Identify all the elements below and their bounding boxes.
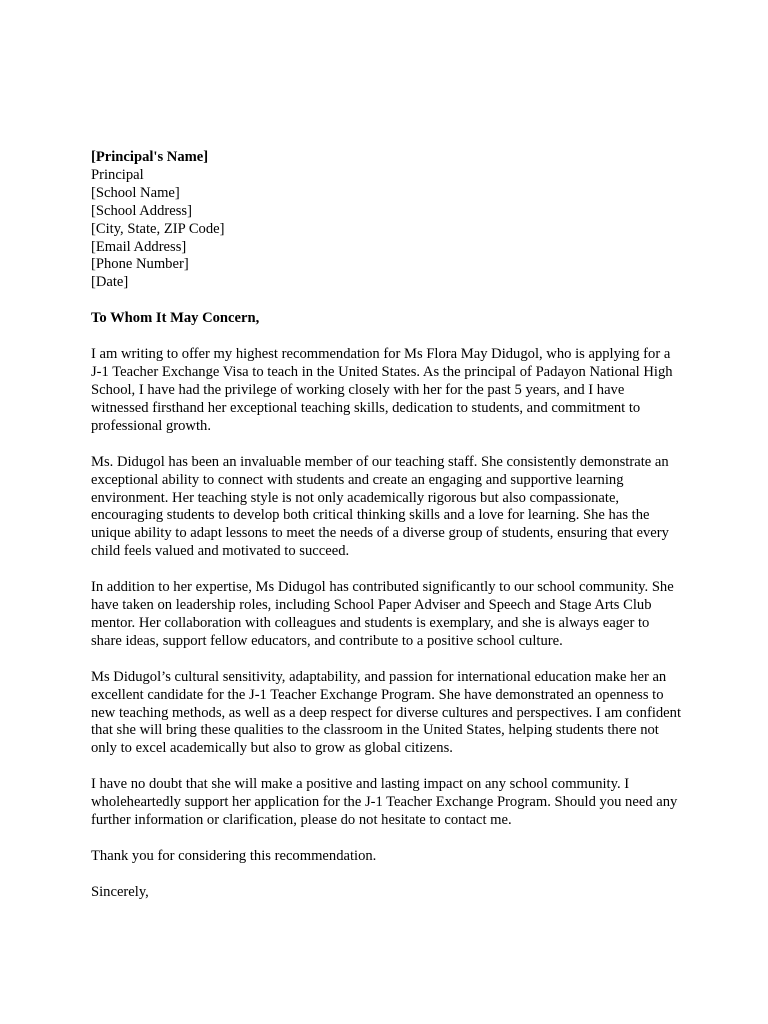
salutation: To Whom It May Concern, (91, 310, 260, 327)
letter-body (91, 149, 681, 920)
paragraph-cultural: Ms Didugol’s cultural sensitivity, adaptability, and passion for international education make her an excellent candidate for the J-1 Teacher Exchange Program. She have demonstrated an openness to new teaching methods, as well as a deep respect for diverse cultures and perspectives. I am confident that she will bring these qualities to the classroom in the United States, helping students there not only to excel academically but also to grow as global citizens. (91, 668, 682, 757)
school-name: [School Name] (91, 184, 180, 201)
principal-title: Principal (91, 166, 144, 183)
letter-date: [Date] (91, 274, 129, 291)
paragraph-teaching: Ms. Didugol has been an invaluable member of our teaching staff. She consistently demonstrate an exceptional ability to connect with students and create an engaging and supportive learning environment. Her teaching style is not only academically rigorous but also compassionate, encouraging students to develop both critical thinking skills and a love for learning. She has the unique ability to adapt lessons to meet the needs of a diverse group of students, ensuring that every child feels valued and motivated to succeed. (91, 453, 669, 560)
paragraph-intro: I am writing to offer my highest recommendation for Ms Flora May Didugol, who is applying for a J-1 Teacher Exchange Visa to teach in the United States. As the principal of Padayon National High School, I have had the privilege of working closely with her for the past 5 years, and I have witnessed firsthand her exceptional teaching skills, dedication to students, and commitment to professional growth. (91, 346, 673, 434)
paragraph-community: In addition to her expertise, Ms Didugol has contributed significantly to our school community. She have taken on leadership roles, including School Paper Adviser and Speech and Stage Arts Club mentor. Her collaboration with colleagues and students is exemplary, and she is always eager to share ideas, support fellow educators, and contribute to a positive school culture. (91, 579, 674, 649)
paragraph-thanks: Thank you for considering this recommendation. (91, 848, 377, 864)
spacer (91, 292, 681, 310)
phone-number: [Phone Number] (91, 256, 189, 273)
email-address: [Email Address] (91, 238, 187, 255)
paragraph-support: I have no doubt that she will make a positive and lasting impact on any school community. I wholeheartedly support her application for the J-1 Teacher Exchange Program. Should you need any further information or clarification, please do not hesitate to contact me. (91, 776, 678, 829)
principal-name: [Principal's Name] (91, 149, 209, 165)
closing: Sincerely, (91, 883, 149, 900)
city-state-zip: [City, State, ZIP Code] (91, 220, 225, 237)
school-address: [School Address] (91, 202, 192, 219)
sender-block (91, 149, 681, 292)
